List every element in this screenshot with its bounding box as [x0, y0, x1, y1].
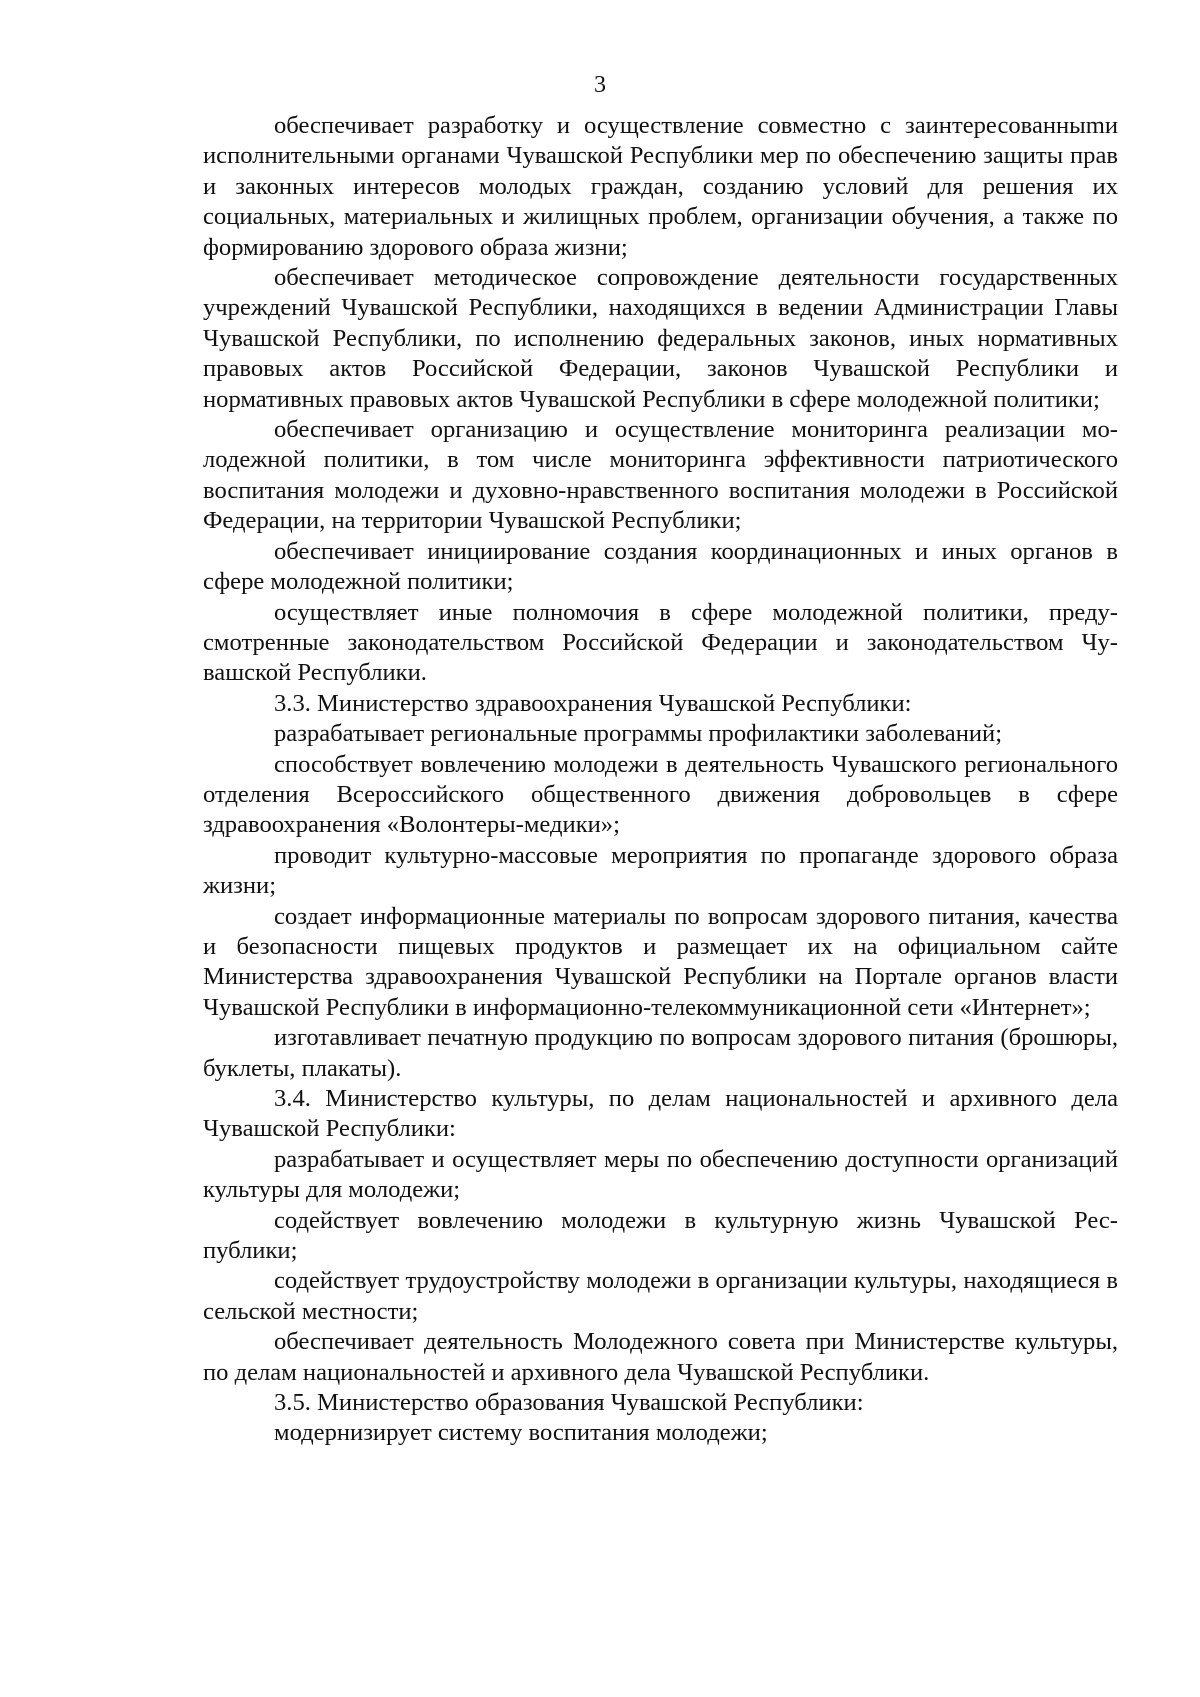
section-heading-3-3: 3.3. Министерство здравоохранения Чувашской Республики:: [274, 689, 912, 717]
paragraph: модернизирует систему воспитания молодежи;: [274, 1419, 768, 1447]
section-heading-3-5: 3.5. Министерство образования Чувашской Республики:: [274, 1389, 864, 1417]
paragraph: разрабатывает и осуществляет меры по обеспечению доступности организаций культуры для молодежи;: [203, 1145, 1118, 1204]
document-body: [203, 111, 1118, 1449]
paragraph: обеспечивает методическое сопровождение деятельности государственных учреждений Чувашской Республики, находящихся в ведении Администрации Главы Чувашской Республики, по исполнению федеральных законов, иных нормативных правовых актов Российской Федерации, законов Чувашской Республики и нормативных правовых актов Чувашской Республики в сфере молодежной политики;: [203, 264, 1118, 413]
page-number: 3: [594, 72, 606, 98]
section-heading-3-4: 3.4. Министерство культуры, по делам национальностей и архивного дела Чувашской Республики:: [203, 1085, 1118, 1143]
paragraph: обеспечивает разработку и осуществление совместно с заинтересованныmи исполнительными органами Чувашской Республики мер по обеспечению защиты прав и законных интересов молодых граждан, созданию условий для решения их социальных, материальных и жилищных проблем, организации обучения, а также по формированию здорового образа жизни;: [203, 112, 1118, 261]
paragraph: содействует вовлечению молодежи в культурную жизнь Чувашской Республики;: [203, 1206, 1118, 1265]
paragraph: способствует вовлечению молодежи в деятельность Чувашского регионального отделения Всероссийского общественного движения добровольцев в сфере здравоохранения «Волонтеры-медики»;: [203, 750, 1118, 839]
paragraph: содействует трудоустройству молодежи в организации культуры, находящиеся в сельской местности;: [203, 1267, 1118, 1325]
paragraph: обеспечивает инициирование создания координационных и иных органов в сфере молодежной политики;: [203, 537, 1118, 596]
paragraph: изготавливает печатную продукцию по вопросам здорового питания (брошюры, буклеты, плакаты).: [203, 1024, 1118, 1082]
paragraph: проводит культурно-массовые мероприятия по пропаганде здорового образа жизни;: [203, 841, 1118, 900]
paragraph: обеспечивает деятельность Молодежного совета при Министерстве культуры, по делам национальностей и архивного дела Чувашской Республики.: [203, 1328, 1118, 1386]
paragraph: разрабатывает региональные программы профилактики заболеваний;: [274, 720, 1003, 748]
paragraph: осуществляет иные полномочия в сфере молодежной политики, предусмотренные законодательством Российской Федерации и законодательством Чувашской Республики.: [203, 598, 1118, 687]
paragraph: обеспечивает организацию и осуществление мониторинга реализации молодежной политики, в том числе мониторинга эффективности патриотического воспитания молодежи и духовно-нравственного воспитания молодежи в Российской Федерации, на территории Чувашской Республики;: [203, 416, 1118, 535]
paragraph: создает информационные материалы по вопросам здорового питания, качества и безопасности пищевых продуктов и размещает их на официальном сайте Министерства здравоохранения Чувашской Республики на Портале органов власти Чувашской Республики в информационно-телекоммуникационной сети «Интернет»;: [203, 902, 1118, 1021]
